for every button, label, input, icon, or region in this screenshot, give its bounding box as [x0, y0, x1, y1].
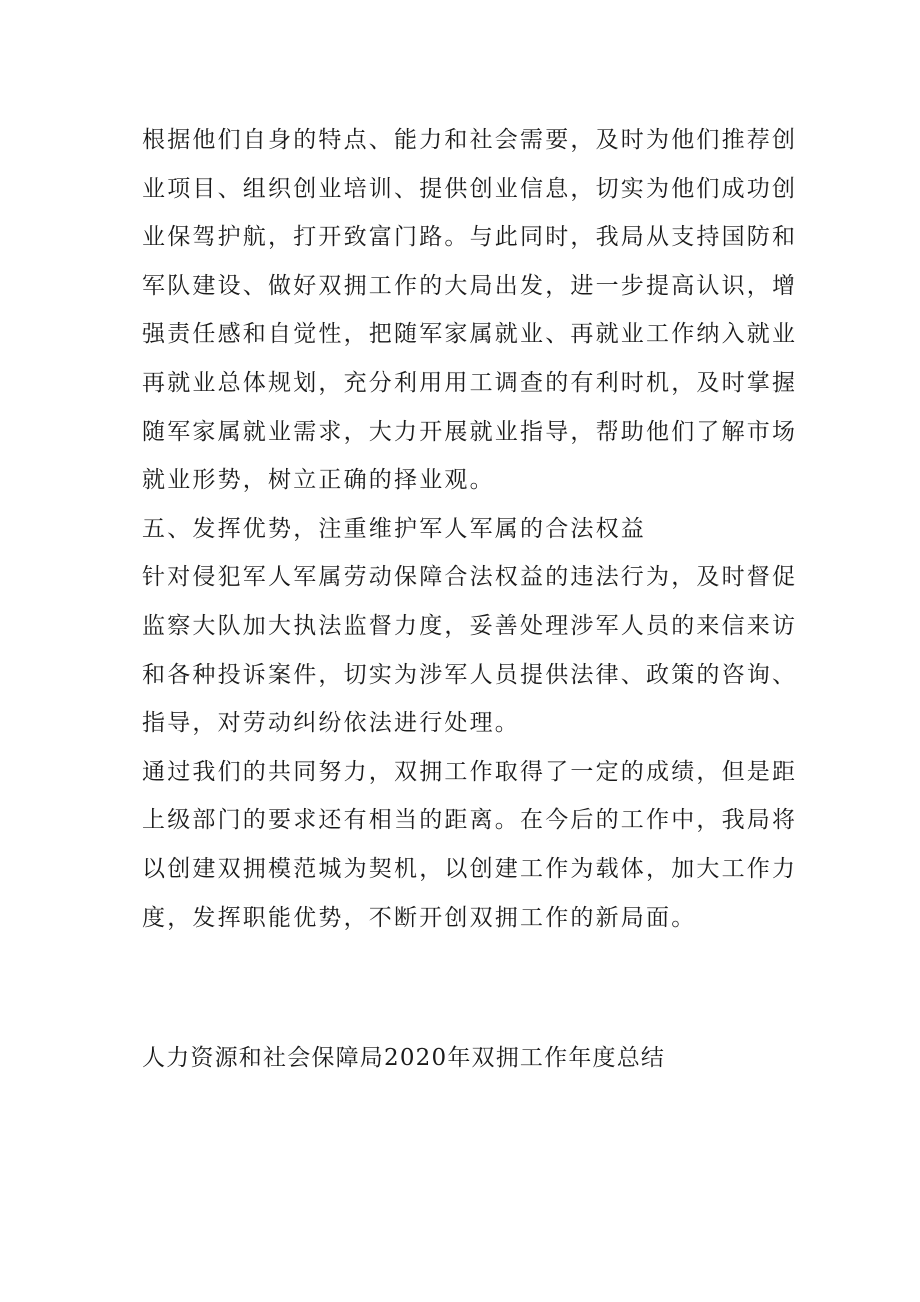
text-line: 通过我们的共同努力，双拥工作取得了一定的成绩，但是距	[142, 758, 798, 785]
text-line: 军队建设、做好双拥工作的大局出发，进一步提高认识，增	[142, 272, 798, 299]
paragraph-conclusion	[142, 748, 802, 942]
text-line: 业项目、组织创业培训、提供创业信息，切实为他们成功创	[142, 175, 798, 202]
text-line: 和各种投诉案件，切实为涉军人员提供法律、政策的咨询、	[142, 661, 798, 688]
text-line: 根据他们自身的特点、能力和社会需要，及时为他们推荐创	[142, 127, 798, 153]
text-line: 随军家属就业需求，大力开展就业指导，帮助他们了解市场	[142, 418, 798, 445]
document-title: 人力资源和社会保障局2020年双拥工作年度总结	[142, 1045, 666, 1072]
text-line: 针对侵犯军人军属劳动保障合法权益的违法行为，及时督促	[142, 564, 798, 591]
paragraph-rights-protection	[142, 553, 802, 747]
section-heading	[142, 505, 802, 554]
spacer	[142, 942, 802, 1034]
section-heading-text: 五、发挥优势，注重维护军人军属的合法权益	[142, 515, 646, 542]
document-body	[142, 116, 802, 1083]
text-line: 度，发挥职能优势，不断开创双拥工作的新局面。	[142, 904, 697, 931]
text-line: 再就业总体规划，充分利用用工调查的有利时机，及时掌握	[142, 369, 798, 396]
text-line: 就业形势，树立正确的择业观。	[142, 467, 495, 494]
text-line: 业保驾护航，打开致富门路。与此同时，我局从支持国防和	[142, 224, 798, 251]
text-line: 指导，对劳动纠纷依法进行处理。	[142, 710, 520, 737]
text-line: 监察大队加大执法监督力度，妥善处理涉军人员的来信来访	[142, 612, 798, 639]
paragraph-employment-guidance	[142, 116, 802, 505]
text-line: 以创建双拥模范城为契机，以创建工作为载体，加大工作力	[142, 855, 798, 882]
text-line: 上级部门的要求还有相当的距离。在今后的工作中，我局将	[142, 807, 798, 834]
text-line: 强责任感和自觉性，把随军家属就业、再就业工作纳入就业	[142, 321, 798, 348]
